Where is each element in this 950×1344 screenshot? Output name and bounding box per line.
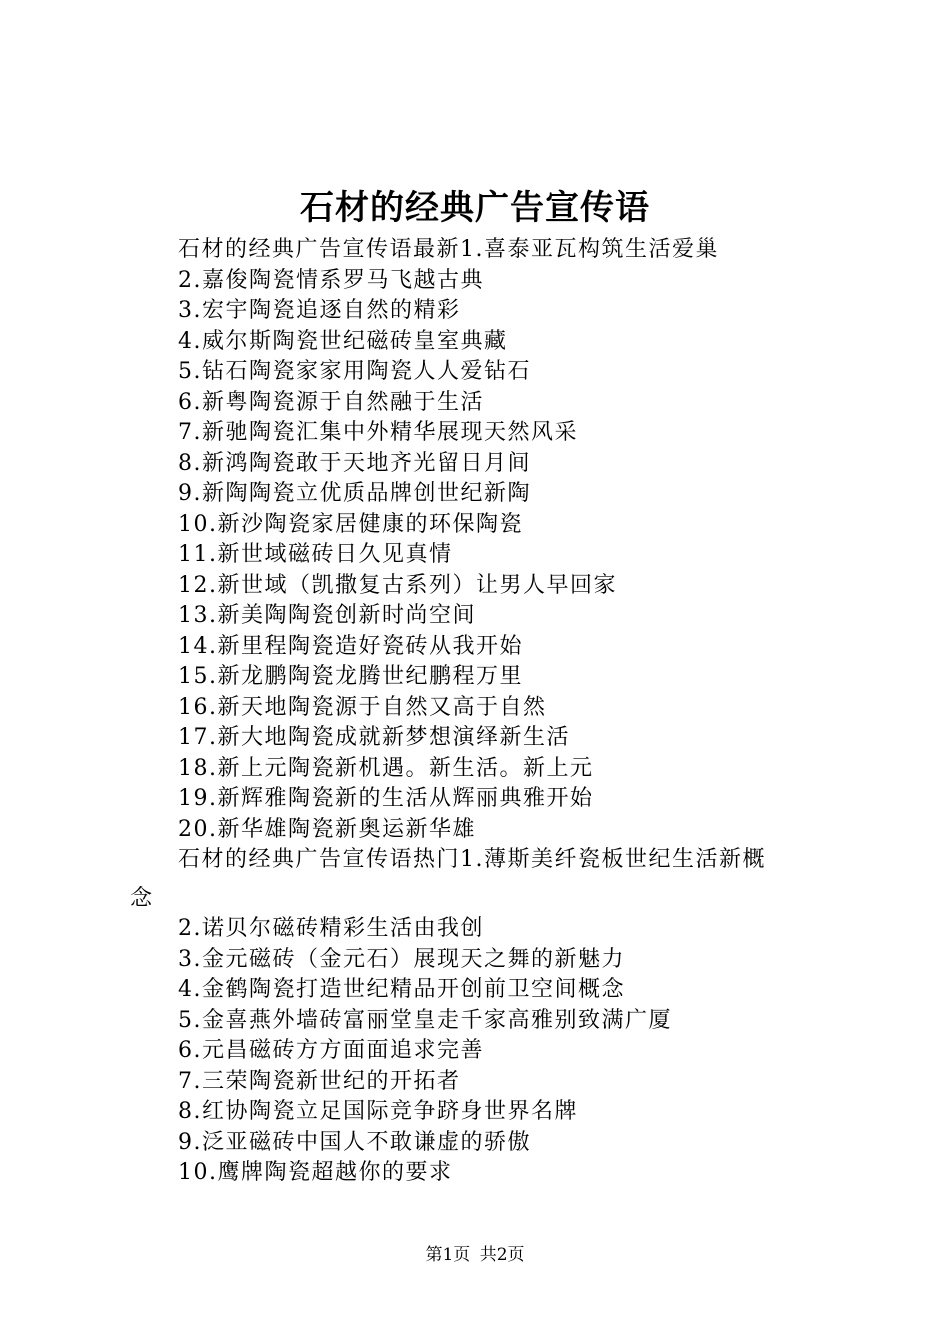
list-item: 6.元昌磁砖方方面面追求完善	[178, 1038, 484, 1063]
hot-heading-text: 石材的经典广告宣传语热门1.薄斯美纤瓷板世纪生活新概	[178, 847, 766, 872]
list-item: 15.新龙鹏陶瓷龙腾世纪鹏程万里	[178, 664, 523, 689]
list-item: 14.新里程陶瓷造好瓷砖从我开始	[178, 633, 523, 659]
list-item: 9.新陶陶瓷立优质品牌创世纪新陶	[178, 481, 531, 506]
page-footer	[0, 1243, 950, 1267]
list-item: 5.金喜燕外墙砖富丽堂皇走千家高雅别致满广厦	[178, 1007, 672, 1033]
list-item: 2.嘉俊陶瓷情系罗马飞越古典	[178, 267, 484, 293]
list-item: 12.新世域（凯撒复古系列）让男人早回家	[178, 572, 617, 598]
hot-heading-continuation: 念	[130, 885, 154, 911]
list-item: 13.新美陶陶瓷创新时尚空间	[178, 603, 476, 628]
list-item: 2.诺贝尔磁砖精彩生活由我创	[178, 916, 484, 941]
list-item: 4.金鹤陶瓷打造世纪精品开创前卫空间概念	[178, 977, 625, 1002]
list-item: 8.新鸿陶瓷敢于天地齐光留日月间	[178, 450, 531, 476]
list-item: 7.三荣陶瓷新世纪的开拓者	[178, 1068, 461, 1094]
document-body	[130, 235, 840, 1189]
list-item: 10.新沙陶瓷家居健康的环保陶瓷	[178, 511, 523, 537]
document-title: 石材的经典广告宣传语	[300, 188, 650, 228]
list-item: 10.鹰牌陶瓷超越你的要求	[178, 1160, 453, 1185]
list-item: 19.新辉雅陶瓷新的生活从辉丽典雅开始	[178, 786, 594, 811]
list-item: 3.宏宇陶瓷追逐自然的精彩	[178, 298, 461, 323]
list-item: 8.红协陶瓷立足国际竞争跻身世界名牌	[178, 1099, 578, 1124]
list-item: 11.新世域磁砖日久见真情	[178, 542, 453, 567]
list-item: 9.泛亚磁砖中国人不敢谦虚的骄傲	[178, 1129, 531, 1155]
list-item: 7.新驰陶瓷汇集中外精华展现天然风采	[178, 420, 578, 445]
list-item: 3.金元磁砖（金元石）展现天之舞的新魅力	[178, 946, 625, 972]
list-item-hot-heading	[130, 845, 840, 914]
list-item: 16.新天地陶瓷源于自然又高于自然	[178, 694, 547, 720]
list-item: 6.新粤陶瓷源于自然融于生活	[178, 389, 484, 415]
list-item: 17.新大地陶瓷成就新梦想演绎新生活	[178, 725, 570, 750]
list-item: 石材的经典广告宣传语最新1.喜泰亚瓦构筑生活爱巢	[178, 237, 719, 262]
list-item: 18.新上元陶瓷新机遇。新生活。新上元	[178, 755, 594, 781]
list-item: 20.新华雄陶瓷新奥运新华雄	[178, 816, 476, 842]
list-item: 4.威尔斯陶瓷世纪磁砖皇室典藏	[178, 328, 508, 354]
page-total: 共2页	[479, 1245, 525, 1265]
list-item: 5.钻石陶瓷家家用陶瓷人人爱钻石	[178, 359, 531, 384]
page-number: 第1页	[425, 1245, 471, 1265]
